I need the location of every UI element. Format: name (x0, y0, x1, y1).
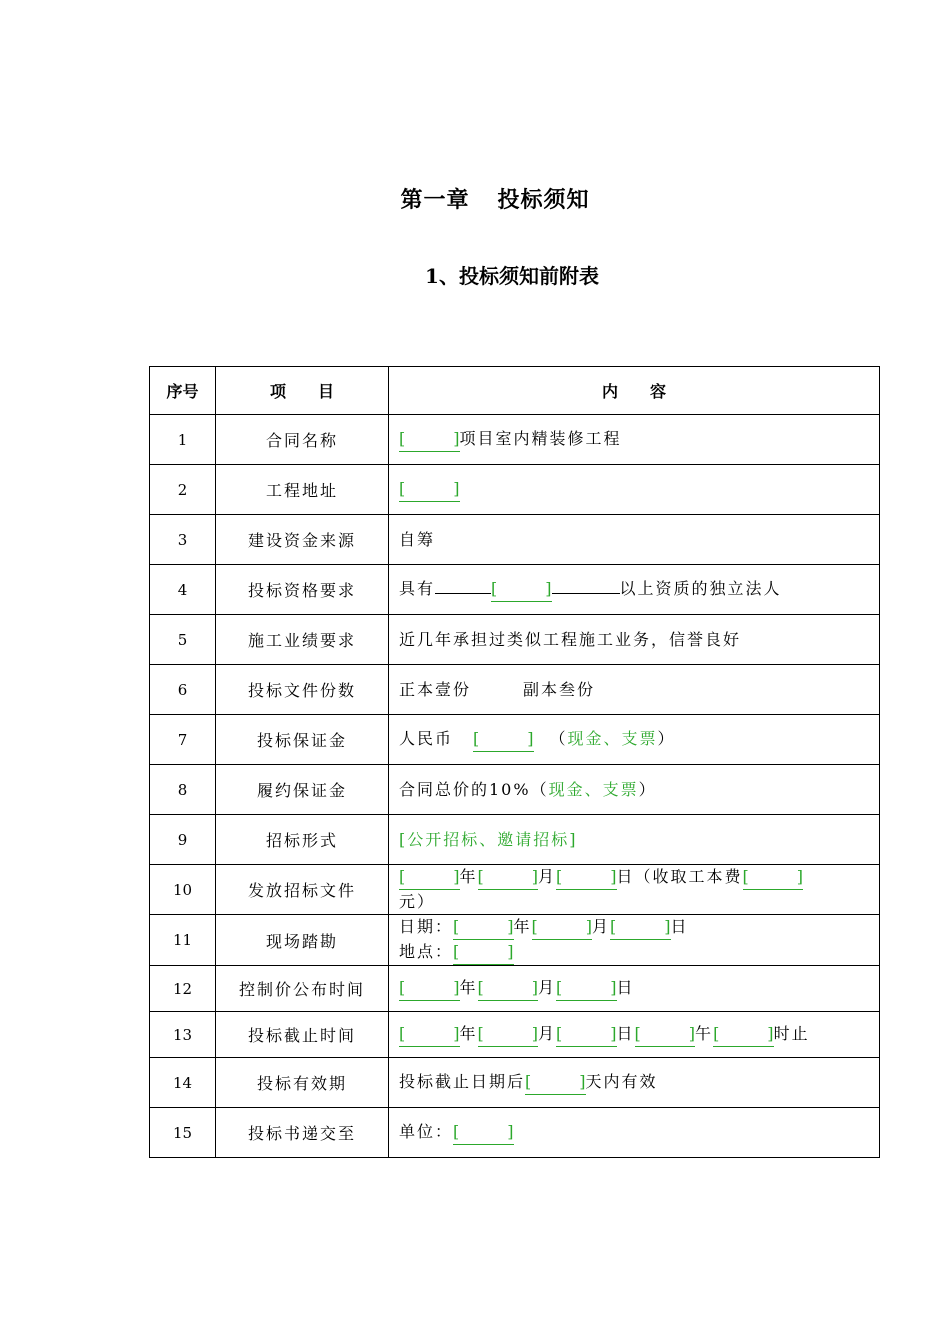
underline-blank (435, 593, 491, 594)
row-content (389, 415, 880, 465)
placeholder-blank: [ ] (399, 1022, 460, 1047)
table-row (150, 915, 880, 966)
row-item: 控制价公布时间 (216, 966, 389, 1012)
table-row (150, 565, 880, 615)
placeholder-blank: [ ] (635, 1022, 696, 1047)
content-text: 单位： (399, 1122, 454, 1141)
placeholder-blank: [ ] (473, 727, 534, 752)
table-row (150, 966, 880, 1012)
content-text: 具有 (399, 579, 436, 598)
table-row (150, 515, 880, 565)
row-item: 发放招标文件 (216, 865, 389, 915)
row-item: 投标资格要求 (216, 565, 389, 615)
row-item: 施工业绩要求 (216, 615, 389, 665)
placeholder-blank: [ ] (399, 427, 460, 452)
table-row (150, 815, 880, 865)
content-text: 地点： (399, 942, 454, 961)
content-text: 日（收取工本费 (616, 867, 743, 886)
placeholder-blank: [ ] (478, 1022, 539, 1047)
placeholder-blank: [ ] (453, 915, 514, 940)
paren: ） (638, 779, 657, 799)
table-header-row (150, 367, 880, 415)
content-text: 月 (592, 917, 611, 936)
row-number: 14 (150, 1058, 216, 1108)
row-content (389, 1108, 880, 1158)
content-text: 月 (538, 867, 557, 886)
row-number: 1 (150, 415, 216, 465)
row-number: 2 (150, 465, 216, 515)
row-number: 6 (150, 665, 216, 715)
row-item: 投标截止时间 (216, 1012, 389, 1058)
table-row (150, 865, 880, 915)
content-text: 项目室内精装修工程 (459, 429, 622, 448)
row-item: 工程地址 (216, 465, 389, 515)
row-number: 9 (150, 815, 216, 865)
content-text: 投标截止日期后 (399, 1072, 526, 1091)
row-content (389, 1012, 880, 1058)
placeholder-blank: [ ] (525, 1070, 586, 1095)
row-item: 建设资金来源 (216, 515, 389, 565)
row-content (389, 565, 880, 615)
content-text: 年 (459, 978, 478, 997)
content-text: 人民币 (399, 729, 454, 748)
table-row (150, 665, 880, 715)
row-number: 3 (150, 515, 216, 565)
placeholder-blank: [ ] (556, 1022, 617, 1047)
content-text: 日期： (399, 917, 454, 936)
paren: ） (657, 729, 676, 748)
row-number: 15 (150, 1108, 216, 1158)
row-number: 4 (150, 565, 216, 615)
row-item: 投标保证金 (216, 715, 389, 765)
content-text: 以上资质的独立法人 (619, 579, 782, 598)
placeholder-blank: [ ] (532, 915, 593, 940)
row-content (389, 665, 880, 715)
row-item: 现场踏勘 (216, 915, 389, 966)
table-row (150, 1108, 880, 1158)
content-text: 日 (616, 1024, 635, 1043)
row-number: 5 (150, 615, 216, 665)
content-text: 月 (538, 978, 557, 997)
row-content (389, 715, 880, 765)
content-text: 年 (513, 917, 532, 936)
placeholder-blank: [ ] (610, 915, 671, 940)
placeholder-blank: [ ] (556, 865, 617, 890)
content-text: 日 (670, 917, 689, 936)
chapter-title (0, 183, 950, 214)
paren: （ (549, 729, 568, 748)
row-item: 投标文件份数 (216, 665, 389, 715)
row-content (389, 765, 880, 815)
content-text: 午 (695, 1024, 714, 1043)
bid-instructions-table (149, 366, 880, 1158)
underline-blank (552, 593, 620, 594)
content-text: 年 (459, 1024, 478, 1043)
content-text: 合同总价的10%（ (399, 779, 549, 799)
content-text: 日 (616, 978, 635, 997)
table-row (150, 765, 880, 815)
row-content (389, 966, 880, 1012)
placeholder-blank: [ ] (453, 1120, 514, 1145)
row-item: 招标形式 (216, 815, 389, 865)
placeholder-blank: [ ] (399, 976, 460, 1001)
row-number: 7 (150, 715, 216, 765)
table-row (150, 465, 880, 515)
placeholder-blank: [ ] (743, 865, 804, 890)
row-content: 近几年承担过类似工程施工业务，信誉良好 (389, 615, 880, 665)
row-content (389, 865, 880, 915)
placeholder-blank: [ ] (556, 976, 617, 1001)
placeholder-blank: [ ] (453, 940, 514, 965)
header-item: 项 目 (216, 367, 389, 415)
row-item: 合同名称 (216, 415, 389, 465)
row-content: 自筹 (389, 515, 880, 565)
content-text: 时止 (773, 1024, 810, 1043)
placeholder-blank: [ ] (399, 865, 460, 890)
row-number: 11 (150, 915, 216, 966)
table-row (150, 615, 880, 665)
table-row (150, 715, 880, 765)
content-text: 年 (459, 867, 478, 886)
content-text: 月 (538, 1024, 557, 1043)
row-number: 12 (150, 966, 216, 1012)
content-text: 副本叁份 (523, 679, 596, 699)
row-item: 投标有效期 (216, 1058, 389, 1108)
chapter-number: 第一章 (400, 187, 470, 213)
row-content: [公开招标、邀请招标] (389, 815, 880, 865)
table-row (150, 1012, 880, 1058)
row-number: 10 (150, 865, 216, 915)
row-content (389, 465, 880, 515)
placeholder-blank: [ ] (399, 477, 460, 502)
chapter-name: 投标须知 (497, 187, 590, 213)
placeholder-blank: [ ] (478, 976, 539, 1001)
content-text: 正本壹份 (399, 679, 472, 699)
section-title: 1、投标须知前附表 (425, 264, 599, 288)
placeholder-blank: [ ] (478, 865, 539, 890)
row-number: 13 (150, 1012, 216, 1058)
payment-options: 现金、支票 (548, 779, 639, 799)
payment-options: 现金、支票 (567, 729, 658, 748)
placeholder-blank: [ ] (713, 1022, 774, 1047)
row-item: 履约保证金 (216, 765, 389, 815)
table-row (150, 1058, 880, 1108)
table-row (150, 415, 880, 465)
placeholder-blank: [ ] (491, 577, 552, 602)
row-item: 投标书递交至 (216, 1108, 389, 1158)
content-text: 元） (399, 892, 436, 911)
row-content (389, 1058, 880, 1108)
header-content: 内 容 (389, 367, 880, 415)
header-no: 序号 (150, 367, 216, 415)
content-text: 天内有效 (585, 1072, 658, 1091)
row-number: 8 (150, 765, 216, 815)
row-content (389, 915, 880, 966)
